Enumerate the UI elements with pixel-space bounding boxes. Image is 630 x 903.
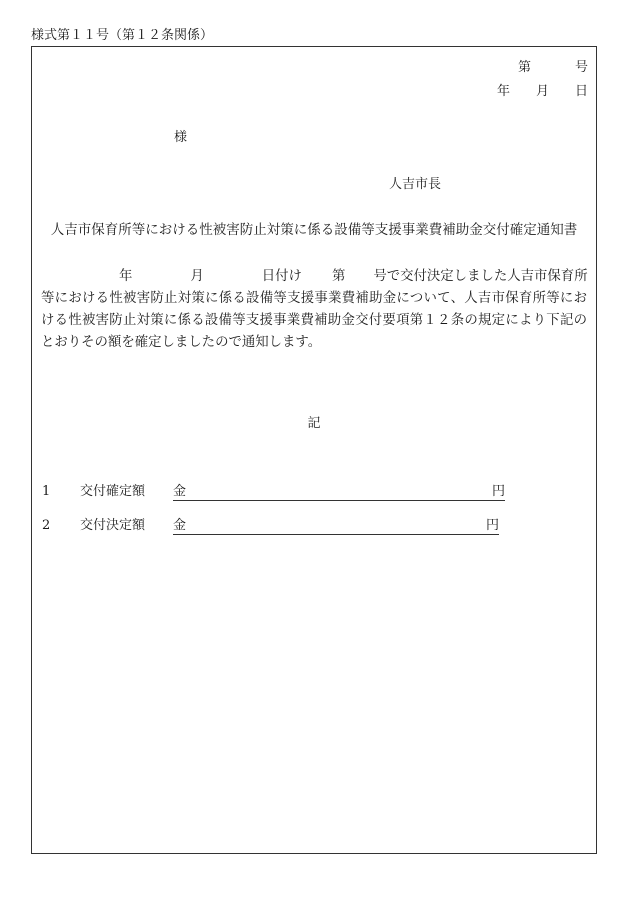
body-year: 年 — [119, 269, 133, 284]
ki-heading: 記 — [307, 416, 321, 431]
document-frame — [31, 46, 597, 854]
form-number: 様式第１１号（第１２条関係） — [31, 28, 214, 43]
amount-unit: 円 — [485, 518, 499, 533]
notice-body — [41, 266, 587, 354]
body-dai: 第 — [331, 269, 346, 284]
amount-item — [42, 514, 499, 535]
item-number: 1 — [42, 484, 51, 499]
amount-field — [173, 480, 505, 501]
body-first-line-rest: 号で交付決定しました人吉市保育所 — [373, 269, 588, 284]
body-continuation: 等における性被害防止対策に係る設備等支援事業費補助金について、人吉市保育所等における性被害防止対策に係る設備等支援事業費補助金交付要項第１２条の規定により下記のとおりその額を確定しましたので通知します。 — [41, 291, 587, 350]
amount-item — [42, 480, 505, 501]
reference-dai: 第 — [517, 60, 531, 75]
date-month: 月 — [535, 84, 549, 99]
body-dated: 日付け — [261, 269, 302, 284]
body-month: 月 — [190, 269, 204, 284]
body-first-line — [41, 266, 587, 288]
item-label: 交付確定額 — [80, 484, 146, 499]
amount-prefix: 金 — [173, 484, 187, 499]
amount-prefix: 金 — [173, 518, 187, 533]
addressee: 様 — [174, 130, 188, 145]
document-title: 人吉市保育所等における性被害防止対策に係る設備等支援事業費補助金交付確定通知書 — [50, 222, 578, 238]
amount-unit: 円 — [491, 484, 505, 499]
amount-field — [173, 514, 499, 535]
item-label: 交付決定額 — [80, 518, 146, 533]
reference-number-line — [518, 56, 588, 75]
item-number: 2 — [42, 518, 51, 533]
issue-date-line — [497, 80, 588, 99]
date-day: 日 — [574, 84, 588, 99]
sender: 人吉市長 — [389, 177, 442, 192]
reference-go: 号 — [574, 60, 588, 75]
date-year: 年 — [496, 84, 510, 99]
